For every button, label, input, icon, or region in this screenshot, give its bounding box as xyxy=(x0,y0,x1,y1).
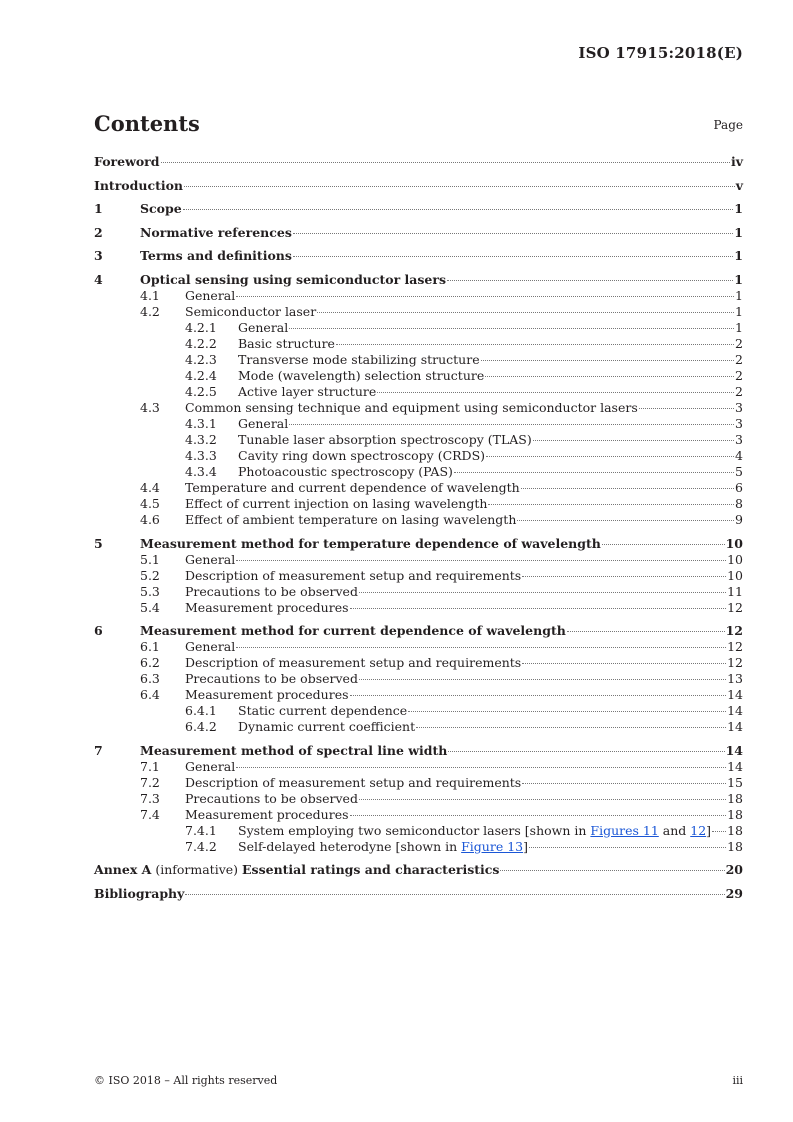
toc-entry[interactable] xyxy=(94,791,743,807)
toc-entry-number: 4.2.3 xyxy=(185,351,217,367)
toc-entry-number: 7 xyxy=(94,742,103,758)
dot-leader xyxy=(183,209,734,210)
toc-entry-title: Precautions to be observed xyxy=(185,583,358,599)
toc-entry[interactable] xyxy=(94,384,743,400)
toc-entry[interactable] xyxy=(94,886,743,902)
toc-entry-title: General xyxy=(238,415,289,431)
toc-entry-page: 18 xyxy=(727,806,743,822)
toc-entry[interactable] xyxy=(94,320,743,336)
dot-leader xyxy=(336,344,734,345)
toc-entry-title: Scope xyxy=(140,201,182,217)
toc-entry-title: Measurement method for temperature dependence of wavelength xyxy=(140,535,601,551)
toc-entry[interactable] xyxy=(94,272,743,288)
toc-entry-number: 4.2.4 xyxy=(185,367,217,383)
toc-entry-page: 2 xyxy=(735,367,743,383)
dot-leader xyxy=(236,296,734,297)
toc-entry-number: 7.1 xyxy=(140,758,160,774)
toc-entry-title: General xyxy=(185,551,236,567)
toc-entry-page: 1 xyxy=(735,287,743,303)
toc-entry-title: Tunable laser absorption spectroscopy (TLAS) xyxy=(238,431,532,447)
toc-entry-number: 3 xyxy=(94,248,103,264)
dot-leader xyxy=(522,663,726,664)
toc-entry-number: 4.2.1 xyxy=(185,319,217,335)
figure-link[interactable]: Figure 13 xyxy=(461,838,524,854)
toc-entry-page: 12 xyxy=(727,599,743,615)
toc-entry-page: 18 xyxy=(727,790,743,806)
toc-entry[interactable] xyxy=(94,703,743,719)
toc-entry[interactable] xyxy=(94,336,743,352)
toc-entry[interactable] xyxy=(94,639,743,655)
dot-leader xyxy=(317,312,734,313)
toc-entry-number: 5.3 xyxy=(140,583,160,599)
dot-leader xyxy=(712,831,726,832)
dot-leader xyxy=(485,376,734,377)
dot-leader xyxy=(350,815,727,816)
toc-entry[interactable] xyxy=(94,584,743,600)
toc-entry-title: Common sensing technique and equipment using semiconductor lasers xyxy=(185,399,638,415)
toc-entry-title: Active layer structure xyxy=(238,383,377,399)
toc-entry-number: 5.4 xyxy=(140,599,160,615)
toc-entry-title: Measurement method of spectral line width xyxy=(140,742,448,758)
toc-entry[interactable] xyxy=(94,687,743,703)
toc-entry-page: 6 xyxy=(735,479,743,495)
toc-entry-page: 15 xyxy=(727,774,743,790)
toc-entry-number: 4.5 xyxy=(140,495,160,511)
toc-entry-number: 2 xyxy=(94,224,103,240)
toc-title-text: System employing two semiconductor lasers [shown in xyxy=(238,822,591,838)
toc-entry-title xyxy=(238,839,528,855)
toc-entry-title: Precautions to be observed xyxy=(185,790,358,806)
toc-entry-page: 13 xyxy=(727,671,743,687)
toc-entry-page: 10 xyxy=(725,535,743,551)
toc-entry-title: Description of measurement setup and requirements xyxy=(185,774,522,790)
toc-entry-page: 1 xyxy=(734,248,743,264)
toc-entry[interactable] xyxy=(94,862,743,878)
toc-entry[interactable] xyxy=(94,552,743,568)
dot-leader xyxy=(529,847,726,848)
dot-leader xyxy=(289,424,734,425)
dot-leader xyxy=(408,711,726,712)
dot-leader xyxy=(289,328,734,329)
toc-entry-page: 18 xyxy=(727,838,743,854)
dot-leader xyxy=(500,870,724,871)
toc-entry-page: 12 xyxy=(725,623,743,639)
table-of-contents xyxy=(94,154,743,902)
toc-entry-number: 4.1 xyxy=(140,287,160,303)
toc-entry[interactable] xyxy=(94,288,743,304)
toc-entry-page: 11 xyxy=(727,583,743,599)
toc-entry-number: 4.3.4 xyxy=(185,463,217,479)
toc-entry-number: 7.4.2 xyxy=(185,838,217,854)
toc-entry-title: Optical sensing using semiconductor lasers xyxy=(140,271,447,287)
toc-entry-page: 3 xyxy=(735,431,743,447)
toc-entry-title: Bibliography xyxy=(94,885,185,901)
toc-entry-number: 7.4 xyxy=(140,806,160,822)
toc-entry-page: 1 xyxy=(735,319,743,335)
toc-entry-title: Measurement procedures xyxy=(185,806,349,822)
toc-entry-page: 29 xyxy=(725,885,743,901)
toc-entry-title: General xyxy=(238,319,289,335)
toc-entry-title: Transverse mode stabilizing structure xyxy=(238,351,480,367)
toc-entry[interactable] xyxy=(94,154,743,170)
toc-entry-page: 2 xyxy=(735,351,743,367)
dot-leader xyxy=(448,751,724,752)
dot-leader xyxy=(521,488,734,489)
dot-leader xyxy=(416,727,726,728)
toc-entry-page: iv xyxy=(730,154,743,169)
toc-entry[interactable] xyxy=(94,201,743,217)
figure-link[interactable]: Figures 11 xyxy=(590,822,659,838)
toc-entry[interactable] xyxy=(94,448,743,464)
toc-entry-title xyxy=(94,862,499,878)
dot-leader xyxy=(236,767,726,768)
copyright-footer: © ISO 2018 – All rights reserved xyxy=(94,1074,278,1087)
toc-entry[interactable] xyxy=(94,225,743,241)
toc-entry-page: 14 xyxy=(727,703,743,719)
dot-leader xyxy=(184,186,735,187)
toc-title-text: Annex A xyxy=(94,862,152,878)
toc-entry[interactable] xyxy=(94,464,743,480)
toc-entry-number: 4 xyxy=(94,271,103,287)
toc-entry-number: 5 xyxy=(94,535,103,551)
toc-title-text: ] xyxy=(706,822,712,838)
toc-entry-title: Effect of current injection on lasing wavelength xyxy=(185,495,488,511)
page-title: Contents xyxy=(94,111,200,136)
dot-leader xyxy=(350,608,727,609)
toc-entry-page: 1 xyxy=(734,201,743,217)
dot-leader xyxy=(293,233,733,234)
toc-entry[interactable] xyxy=(94,743,743,759)
toc-entry-page: 14 xyxy=(727,719,743,735)
toc-entry-title: Cavity ring down spectroscopy (CRDS) xyxy=(238,447,486,463)
toc-title-text: Self-delayed heterodyne [shown in xyxy=(238,838,462,854)
dot-leader xyxy=(639,408,734,409)
toc-entry-page: 9 xyxy=(735,511,743,527)
toc-entry-number: 4.3.2 xyxy=(185,431,217,447)
toc-entry-page: 5 xyxy=(735,463,743,479)
toc-entry-title: General xyxy=(185,287,236,303)
toc-entry-number: 4.3.1 xyxy=(185,415,217,431)
toc-entry-page: 3 xyxy=(735,415,743,431)
dot-leader xyxy=(293,256,733,257)
toc-entry[interactable] xyxy=(94,304,743,320)
toc-entry-number: 4.2.5 xyxy=(185,383,217,399)
toc-entry-title: Foreword xyxy=(94,154,160,169)
dot-leader xyxy=(447,280,733,281)
toc-entry-number: 6.4 xyxy=(140,687,160,703)
toc-entry[interactable] xyxy=(94,623,743,639)
toc-entry[interactable] xyxy=(94,352,743,368)
toc-entry-number: 4.2 xyxy=(140,303,160,319)
dot-leader xyxy=(481,360,734,361)
toc-entry[interactable] xyxy=(94,432,743,448)
dot-leader xyxy=(377,392,734,393)
toc-entry[interactable] xyxy=(94,719,743,735)
toc-entry[interactable] xyxy=(94,655,743,671)
dot-leader xyxy=(350,695,727,696)
toc-entry[interactable] xyxy=(94,400,743,416)
dot-leader xyxy=(185,894,724,895)
page-number: iii xyxy=(732,1074,743,1087)
toc-entry-title: Normative references xyxy=(140,224,292,240)
toc-entry-title: Description of measurement setup and requirements xyxy=(185,567,522,583)
dot-leader xyxy=(522,576,726,577)
toc-entry[interactable] xyxy=(94,536,743,552)
page-column-label: Page xyxy=(713,118,743,132)
dot-leader xyxy=(567,631,725,632)
toc-entry[interactable] xyxy=(94,480,743,496)
toc-entry-number: 6.2 xyxy=(140,655,160,671)
toc-entry[interactable] xyxy=(94,775,743,791)
toc-entry-page: 1 xyxy=(735,303,743,319)
dot-leader xyxy=(359,679,726,680)
toc-entry-number: 7.2 xyxy=(140,774,160,790)
toc-entry-number: 6.4.1 xyxy=(185,703,217,719)
toc-entry-page: 12 xyxy=(727,639,743,655)
toc-entry-page: 4 xyxy=(735,447,743,463)
dot-leader xyxy=(533,440,734,441)
dot-leader xyxy=(236,560,726,561)
toc-entry-number: 4.3.3 xyxy=(185,447,217,463)
toc-entry-title: Static current dependence xyxy=(238,703,408,719)
toc-title-text: Essential ratings and characteristics xyxy=(242,862,500,878)
dot-leader xyxy=(454,472,734,473)
toc-entry-title: Dynamic current coefficient xyxy=(238,719,416,735)
toc-entry-title: Measurement method for current dependence of wavelength xyxy=(140,623,566,639)
toc-entry-title: General xyxy=(185,639,236,655)
toc-entry-page: 3 xyxy=(735,399,743,415)
toc-entry-page: 2 xyxy=(735,335,743,351)
toc-entry-page: 8 xyxy=(735,495,743,511)
toc-entry-page: 1 xyxy=(734,224,743,240)
toc-entry-number: 4.4 xyxy=(140,479,160,495)
dot-leader xyxy=(359,592,726,593)
toc-entry-number: 6.1 xyxy=(140,639,160,655)
toc-entry-title: Introduction xyxy=(94,177,184,193)
toc-entry[interactable] xyxy=(94,496,743,512)
toc-entry-page: v xyxy=(735,177,743,193)
toc-entry-page: 10 xyxy=(727,567,743,583)
toc-entry[interactable] xyxy=(94,178,743,194)
toc-entry-number: 5.1 xyxy=(140,551,160,567)
toc-entry-number: 5.2 xyxy=(140,567,160,583)
toc-entry-title: Basic structure xyxy=(238,335,335,351)
toc-entry[interactable] xyxy=(94,807,743,823)
toc-entry-page: 14 xyxy=(727,687,743,703)
toc-entry[interactable] xyxy=(94,671,743,687)
toc-entry-page: 14 xyxy=(727,758,743,774)
toc-entry-page: 10 xyxy=(727,551,743,567)
dot-leader xyxy=(488,504,734,505)
toc-entry-number: 6 xyxy=(94,623,103,639)
toc-entry-page: 18 xyxy=(727,822,743,838)
toc-entry-title: Temperature and current dependence of wavelength xyxy=(185,479,520,495)
toc-entry[interactable] xyxy=(94,512,743,528)
toc-entry-title: Photoacoustic spectroscopy (PAS) xyxy=(238,463,453,479)
toc-entry-title xyxy=(238,823,711,839)
toc-entry-title: Mode (wavelength) selection structure xyxy=(238,367,485,383)
dot-leader xyxy=(486,456,734,457)
toc-entry[interactable] xyxy=(94,600,743,616)
toc-entry[interactable] xyxy=(94,823,743,839)
toc-entry-title: Description of measurement setup and requirements xyxy=(185,655,522,671)
toc-entry[interactable] xyxy=(94,368,743,384)
toc-entry-title: Precautions to be observed xyxy=(185,671,358,687)
toc-entry-title: General xyxy=(185,758,236,774)
toc-entry-number: 4.2.2 xyxy=(185,335,217,351)
dot-leader xyxy=(517,520,734,521)
toc-entry-title: Effect of ambient temperature on lasing wavelength xyxy=(185,511,517,527)
toc-entry-number: 6.3 xyxy=(140,671,160,687)
toc-entry-page: 1 xyxy=(734,271,743,287)
toc-entry-page: 20 xyxy=(725,862,743,878)
dot-leader xyxy=(236,647,726,648)
toc-entry[interactable] xyxy=(94,759,743,775)
toc-entry-number: 4.3 xyxy=(140,399,160,415)
figure-link[interactable]: 12 xyxy=(690,822,707,838)
toc-entry-number: 4.6 xyxy=(140,511,160,527)
toc-title-text: (informative) xyxy=(151,862,243,878)
toc-entry[interactable] xyxy=(94,248,743,264)
toc-entry-page: 12 xyxy=(727,655,743,671)
dot-leader xyxy=(602,544,725,545)
toc-entry-title: Semiconductor laser xyxy=(185,303,317,319)
toc-entry-page: 2 xyxy=(735,383,743,399)
dot-leader xyxy=(359,799,726,800)
toc-entry-number: 1 xyxy=(94,201,103,217)
toc-entry[interactable] xyxy=(94,839,743,855)
toc-entry-number: 7.4.1 xyxy=(185,822,217,838)
toc-entry[interactable] xyxy=(94,568,743,584)
toc-entry-page: 14 xyxy=(725,742,743,758)
toc-entry-number: 7.3 xyxy=(140,790,160,806)
toc-title-text: ] xyxy=(523,838,528,854)
toc-entry-title: Measurement procedures xyxy=(185,687,349,703)
toc-entry-title: Terms and definitions xyxy=(140,248,292,264)
dot-leader xyxy=(522,783,726,784)
toc-entry-title: Measurement procedures xyxy=(185,599,349,615)
toc-title-text: and xyxy=(658,822,691,838)
toc-entry[interactable] xyxy=(94,416,743,432)
document-id: ISO 17915:2018(E) xyxy=(578,44,743,62)
dot-leader xyxy=(161,162,730,163)
toc-entry-number: 6.4.2 xyxy=(185,719,217,735)
